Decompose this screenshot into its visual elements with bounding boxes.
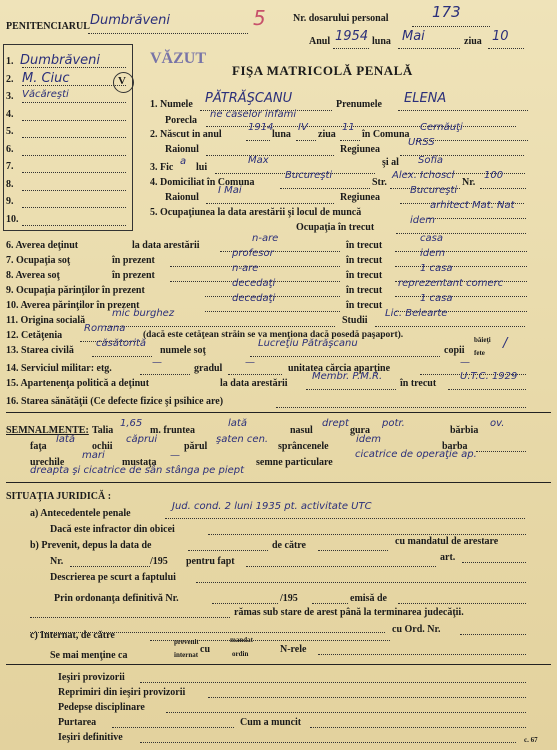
f3-mama: Sofia: [418, 155, 444, 166]
ordin-small: ordin: [232, 650, 249, 658]
f8-trecut: 1 casa: [420, 263, 453, 274]
box-number: 2.: [6, 73, 14, 85]
gradul-label: gradul: [194, 363, 223, 374]
sprancenele-value: idem: [356, 434, 382, 445]
box-line: [22, 155, 126, 156]
f3-lui: lui: [196, 162, 208, 173]
nasul-value: drept: [322, 418, 349, 429]
f15-trecut-label: în trecut: [400, 378, 437, 389]
f15-trecut: U.T.C. 1929: [460, 371, 518, 382]
f13-sot: Lucreţiu Pătrăşcanu: [258, 338, 358, 349]
definitive-label: Ieşiri definitive: [58, 732, 123, 743]
luna-label: luna: [372, 36, 391, 47]
f7-trecut: idem: [420, 248, 446, 259]
f4-regiunea: Bucureşti: [410, 185, 458, 196]
anul-label: Anul: [309, 36, 331, 47]
nr-dosar-value: 173: [432, 3, 461, 21]
f14-etg: —: [152, 357, 162, 368]
box-entry-2: M. Ciuc: [22, 71, 70, 86]
f2-ziua: 11: [342, 122, 355, 133]
box-number: 4.: [6, 108, 14, 120]
nr-dosar-label: Nr. dosarului personal: [293, 13, 389, 24]
box-number: 10.: [6, 213, 19, 225]
ordonanta-label: Prin ordonanţa definitivă Nr.: [54, 593, 179, 604]
f9-trecut: reprezentant comerc: [398, 278, 504, 289]
parul-value: şaten cen.: [216, 434, 269, 445]
f3-tata: Max: [248, 155, 269, 166]
f4-str-label: Str.: [372, 177, 387, 188]
penitenciarul-value: Dumbrăveni: [90, 13, 171, 28]
antecedente-value: Jud. cond. 2 luni 1935 pt. activitate UTC: [172, 501, 372, 512]
fata-value: lată: [56, 434, 75, 445]
mustata-value: —: [170, 450, 180, 461]
ordonanta-an-label: /195: [280, 593, 298, 604]
purtarea-label: Purtarea: [58, 717, 97, 728]
art-label: art.: [440, 552, 456, 563]
parul-label: părul: [184, 441, 208, 452]
de-catre-label: de către: [272, 540, 306, 551]
talia-label: Talia: [92, 425, 114, 436]
in-trecut-label: în trecut: [346, 240, 383, 251]
f13-label: 13. Starea civilă: [6, 345, 74, 356]
barba-label: barba: [442, 441, 468, 452]
iesiri-label: Ieşiri provizorii: [58, 672, 125, 683]
divider-2: [6, 482, 551, 483]
cu-label: cu: [200, 644, 210, 655]
f4-regiunea-label: Regiunea: [340, 192, 380, 203]
f13-mid: numele soţ: [160, 345, 206, 356]
nasul-label: nasul: [290, 425, 313, 436]
talia-value: 1,65: [120, 418, 143, 429]
f15-value: Membr. P.M.R.: [312, 371, 383, 382]
box-line: [22, 102, 126, 103]
f5-value: arhitect Mat. Nat: [430, 200, 515, 211]
cu-ord-label: cu Ord. Nr.: [392, 624, 441, 635]
internat-label: c) Internat, de către: [30, 630, 115, 641]
f6-value: n-are: [252, 233, 279, 244]
muncit-label: Cum a muncit: [240, 717, 302, 728]
f10-value: decedaţi: [232, 293, 276, 304]
internat-small: internat: [174, 651, 199, 659]
f16-label: 16. Starea sănătăţii (Ce defecte fizice şi psihice are): [6, 396, 224, 407]
semne-value: cicatrice de operaţie ap.: [355, 449, 477, 460]
semne-label: semne particulare: [256, 457, 333, 468]
f1-value: PĂTRĂŞCANU: [205, 91, 293, 106]
prevenit-label: b) Prevenit, depus la data de: [30, 540, 152, 551]
f14-label: 14. Serviciul militar: etg.: [6, 363, 112, 374]
divider-1: [6, 412, 551, 413]
f4-raion-label: Raionul: [165, 192, 199, 203]
box-number: 5.: [6, 126, 14, 137]
f12-label: 12. Cetăţenia: [6, 330, 63, 341]
gradul-value: —: [245, 357, 255, 368]
studii-label: Studii: [342, 315, 368, 326]
f8-trecut-label: în trecut: [346, 270, 383, 281]
unitatea-value: —: [460, 357, 470, 368]
ocup-trecut-value: idem: [410, 215, 436, 226]
sprancenele-label: sprâncenele: [278, 441, 329, 452]
box-line: [22, 225, 126, 226]
f9-label: 9. Ocupaţia părinţilor în prezent: [6, 285, 145, 296]
f9-trecut-label: în trecut: [346, 285, 383, 296]
regiunea-value: URSS: [408, 137, 435, 148]
f2-anul: 1914: [248, 122, 274, 133]
situatia-title: SITUAŢIA JURIDICĂ :: [6, 491, 112, 502]
five-mark: 5: [253, 6, 266, 30]
penitenciarul-label: PENITENCIARUL: [6, 21, 90, 32]
ziua-label: ziua: [464, 36, 482, 47]
f2-luna: IV: [298, 122, 308, 133]
box-number: 3.: [6, 91, 14, 102]
f15-mid: la data arestării: [220, 378, 288, 389]
semne-value-2: dreapta şi cicatrice de sân stânga pe piept: [30, 465, 245, 476]
antecedente-label: a) Antecedentele penale: [30, 508, 131, 519]
f4-nr: 100: [484, 170, 504, 181]
f8-mid: în prezent: [112, 270, 155, 281]
f15-label: 15. Apartenenţa politică a deţinut: [6, 378, 150, 389]
vazut-stamp: VĂZUT: [150, 50, 207, 67]
f3-label: 3. Fic: [150, 162, 174, 173]
mandat-small: mandat: [230, 636, 253, 644]
si-al-label: şi al: [382, 157, 399, 168]
nr-label: Nr.: [50, 556, 64, 567]
f4-str: Alex. Ichoscl: [392, 170, 455, 181]
ochii-label: ochii: [92, 441, 113, 452]
f10-trecut: 1 casa: [420, 293, 453, 304]
infractor-label: Dacă este infractor din obicei: [50, 524, 175, 535]
box-number: 7.: [6, 161, 14, 172]
urechile-value: mari: [82, 450, 105, 461]
m-fruntea-label: m. fruntea: [150, 425, 195, 436]
f8-label: 8. Averea soţ: [6, 270, 60, 281]
copii-dash: /: [503, 336, 508, 351]
ochii-value: căprui: [126, 434, 158, 445]
ramas-label: rămas sub stare de arest până la terminarea judecăţii.: [234, 607, 464, 618]
baieti-label: băieţi: [474, 336, 491, 344]
circle-mark: V: [118, 75, 126, 87]
f3-fic: a: [180, 156, 187, 167]
f9-value: decedaţi: [232, 278, 276, 289]
corner-mark: c. 67: [524, 736, 538, 744]
f2-ziua-label: ziua: [318, 129, 336, 140]
anul-value: 1954: [335, 29, 369, 44]
f12-note: (dacă este cetăţean străin se va menţiona dacă posedă paşaport).: [143, 330, 404, 340]
box-number: 9.: [6, 196, 14, 207]
descriere-label: Descrierea pe scurt a faptului: [50, 572, 176, 583]
pentru-fapt-label: pentru fapt: [186, 556, 235, 567]
prevenit-small: prevenit: [174, 638, 199, 646]
gura-label: gura: [350, 425, 370, 436]
reprimiri-label: Reprimiri din ieşiri provizorii: [58, 687, 186, 698]
f4-comuna: Bucureşti: [285, 170, 333, 181]
urechile-label: urechile: [30, 457, 65, 468]
prenume-value: ELENA: [404, 91, 447, 106]
page-title: FIŞA MATRICOLĂ PENALĂ: [232, 63, 413, 78]
box-line: [22, 190, 126, 191]
f7-mid: în prezent: [112, 255, 155, 266]
mentine-label: Se mai menţine ca: [50, 650, 128, 661]
f7-value: profesor: [232, 248, 274, 259]
gura-value: potr.: [382, 418, 405, 429]
prenume-label: Prenumele: [336, 99, 382, 110]
fata-label: faţa: [30, 441, 47, 452]
studii-value: Lic. Belearte: [385, 308, 448, 319]
ziua-value: 10: [492, 29, 509, 44]
f7-label: 7. Ocupaţia soţ: [6, 255, 71, 266]
box-line: [22, 120, 126, 121]
box-line: [22, 207, 126, 208]
copii-label: copii: [444, 345, 465, 356]
box-number: 1.: [6, 56, 14, 67]
box-line: [22, 172, 126, 173]
barbia-label: bărbia: [450, 425, 479, 436]
f4-nr-label: Nr.: [462, 177, 476, 188]
box-entry-3: Văcăreşti: [22, 89, 69, 100]
an-195-label: /195: [150, 556, 168, 567]
f2-comuna-label: în Comuna: [362, 129, 410, 140]
fete-label: fete: [474, 349, 485, 357]
raionul-label: Raionul: [165, 144, 199, 155]
luna-value: Mai: [402, 29, 425, 44]
nrele-label: N-rele: [280, 644, 307, 655]
fruntea-value: lată: [228, 418, 247, 429]
f2-luna-label: luna: [272, 129, 291, 140]
divider-3: [6, 664, 551, 665]
box-line: [22, 137, 126, 138]
f11-value: mic burghez: [112, 308, 175, 319]
barbia-value: ov.: [490, 418, 505, 429]
f5-label: 5. Ocupaţiunea la data arestării şi locul de muncă: [150, 207, 362, 218]
f1-label: 1. Numele: [150, 99, 193, 110]
porecla-label: Porecla: [165, 115, 198, 126]
f2-comuna: Cernăuţi: [420, 122, 463, 133]
f4-raion: I Mai: [218, 185, 242, 196]
emisa-label: emisă de: [350, 593, 387, 604]
mustata-label: mustaţa: [122, 457, 157, 468]
f12-value: Romana: [84, 323, 126, 334]
mandat-arestare-label: cu mandatul de arestare: [395, 536, 499, 547]
f7-trecut-label: în trecut: [346, 255, 383, 266]
f13-value: căsătorită: [96, 338, 146, 349]
f8-value: n-are: [232, 263, 259, 274]
semnalmente-label: SEMNALMENTE:: [6, 425, 89, 436]
box-number: 8.: [6, 178, 14, 190]
f10-label: 10. Averea părinţilor în prezent: [6, 300, 140, 311]
f10-trecut-label: în trecut: [346, 300, 383, 311]
unitatea-label: unitatea cărcia aparţine: [288, 363, 391, 374]
f2-label: 2. Născut in anul: [150, 129, 222, 140]
ocup-trecut-label: Ocupaţia în trecut: [296, 222, 375, 233]
box-entry-1: Dumbrăveni: [20, 53, 101, 68]
f6-label: 6. Averea deţinut: [6, 240, 79, 251]
f6-trecut: casa: [420, 233, 443, 244]
f11-label: 11. Origina socială: [6, 315, 86, 326]
regiunea-label: Regiunea: [340, 144, 380, 155]
box-number: 6.: [6, 143, 14, 155]
f4-label: 4. Domiciliat în Comuna: [150, 177, 255, 188]
pedepse-label: Pedepse disciplinare: [58, 702, 145, 713]
f6-mid: la data arestării: [132, 240, 200, 251]
porecla-value: ne caselor infami: [210, 109, 297, 120]
